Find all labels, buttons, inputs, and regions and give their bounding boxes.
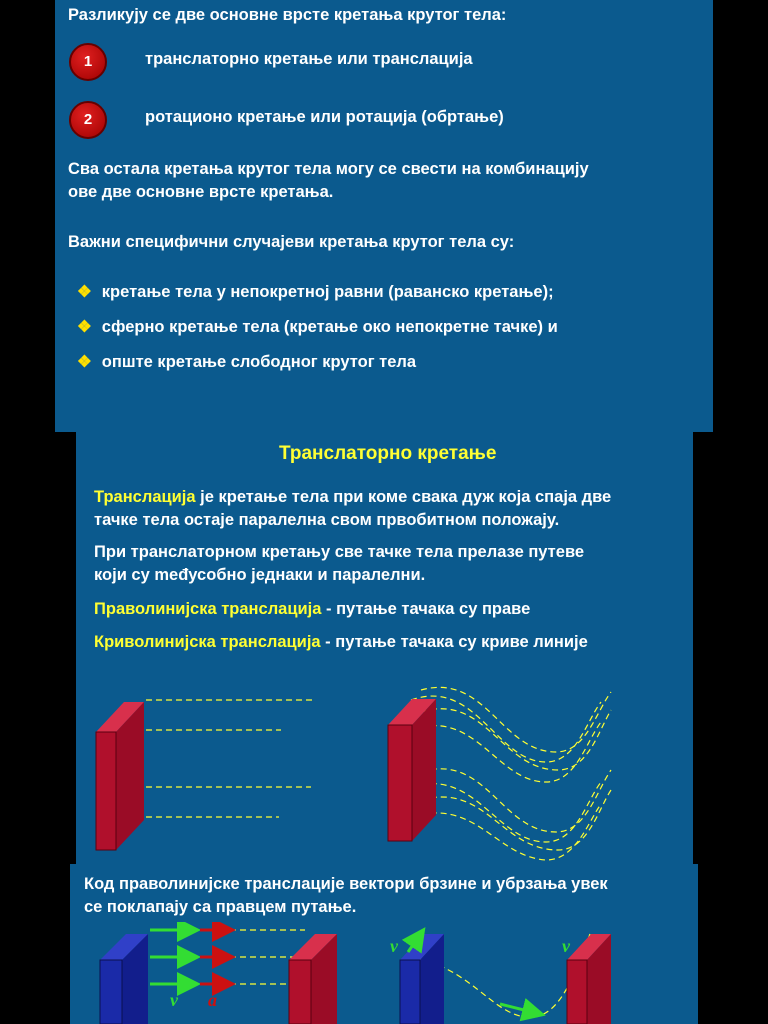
- bullet-item: ❖ сферно кретање тела (кретање око непокретне тачке) и: [77, 318, 558, 336]
- term-curvilinear: Криволинијска транслација: [94, 633, 321, 651]
- label-a: a: [208, 990, 217, 1010]
- curvilinear-translation-line: Криволинијска транслација - путање тачака су криве линије: [94, 633, 588, 651]
- slide-velocity-vectors: [70, 864, 698, 1024]
- number-badge-1: 1: [69, 43, 107, 81]
- rectilinear-translation-line: Праволинијска транслација - путање тачака су праве: [94, 600, 531, 618]
- paragraph-line-1: Сва остала кретања крутог тела могу се свести на комбинацију: [68, 160, 589, 178]
- curvilinear-vector-diagram: [390, 932, 611, 1024]
- slide-motion-types: [55, 0, 713, 432]
- paragraph-line-2: ове две основне врсте кретања.: [68, 183, 334, 201]
- velocity-arrow: [500, 1004, 540, 1014]
- label-v: v: [170, 990, 178, 1010]
- rectilinear-block-diagram: [96, 700, 313, 850]
- slide3-line-1: Код праволинијске транслације вектори брзине и убрзања увек: [84, 875, 608, 893]
- slide2-title: Транслаторно кретање: [279, 443, 497, 464]
- term-rectilinear: Праволинијска транслација: [94, 600, 322, 618]
- red-block-side-face: [567, 960, 587, 1024]
- diamond-bullet-icon: ❖: [77, 318, 92, 336]
- slide-translational-motion: [76, 432, 693, 864]
- label-v: v: [562, 936, 570, 956]
- slide1-subtitle: Важни специфични случајеви кретања крутог тела су:: [68, 233, 515, 251]
- block-side-face: [96, 732, 116, 850]
- curvilinear-block-diagram: [388, 687, 611, 860]
- item-rotation: ротационо кретање или ротација (обртање): [145, 108, 504, 126]
- slide3-line-2: се поклапају са правцем путање.: [84, 898, 357, 916]
- paths-line-1: При транслаторном кретању све тачке тела прелазе путеве: [94, 543, 585, 561]
- translation-diagram: [76, 682, 693, 864]
- diamond-bullet-icon: ❖: [77, 283, 92, 301]
- bullet-item: ❖ опште кретање слободног крутог тела: [77, 353, 417, 371]
- term-translation: Транслација: [94, 488, 196, 506]
- paths-line-2: који су međусобно једнаки и паралелни.: [94, 566, 426, 584]
- rectilinear-vector-diagram: [100, 930, 337, 1024]
- diamond-bullet-icon: ❖: [77, 353, 92, 371]
- definition-line-1: Транслација је кретање тела при коме свака дуж која спаја две: [94, 488, 612, 506]
- slide1-title: Разликују се две основне врсте кретања крутог тела:: [68, 6, 507, 24]
- label-v: v: [390, 936, 398, 956]
- vector-diagram: [70, 922, 698, 1024]
- definition-line-2: тачке тела остаје паралелна свом првобитном положају.: [94, 511, 560, 529]
- blue-block-side-face: [400, 960, 420, 1024]
- red-block-side-face: [289, 960, 311, 1024]
- item-translation: транслаторно кретање или транслација: [145, 50, 473, 68]
- bullet-item: ❖ кретање тела у непокретној равни (раванско кретање);: [77, 283, 554, 301]
- block-side-face: [388, 725, 412, 841]
- number-badge-2: 2: [69, 101, 107, 139]
- blue-block-side-face: [100, 960, 122, 1024]
